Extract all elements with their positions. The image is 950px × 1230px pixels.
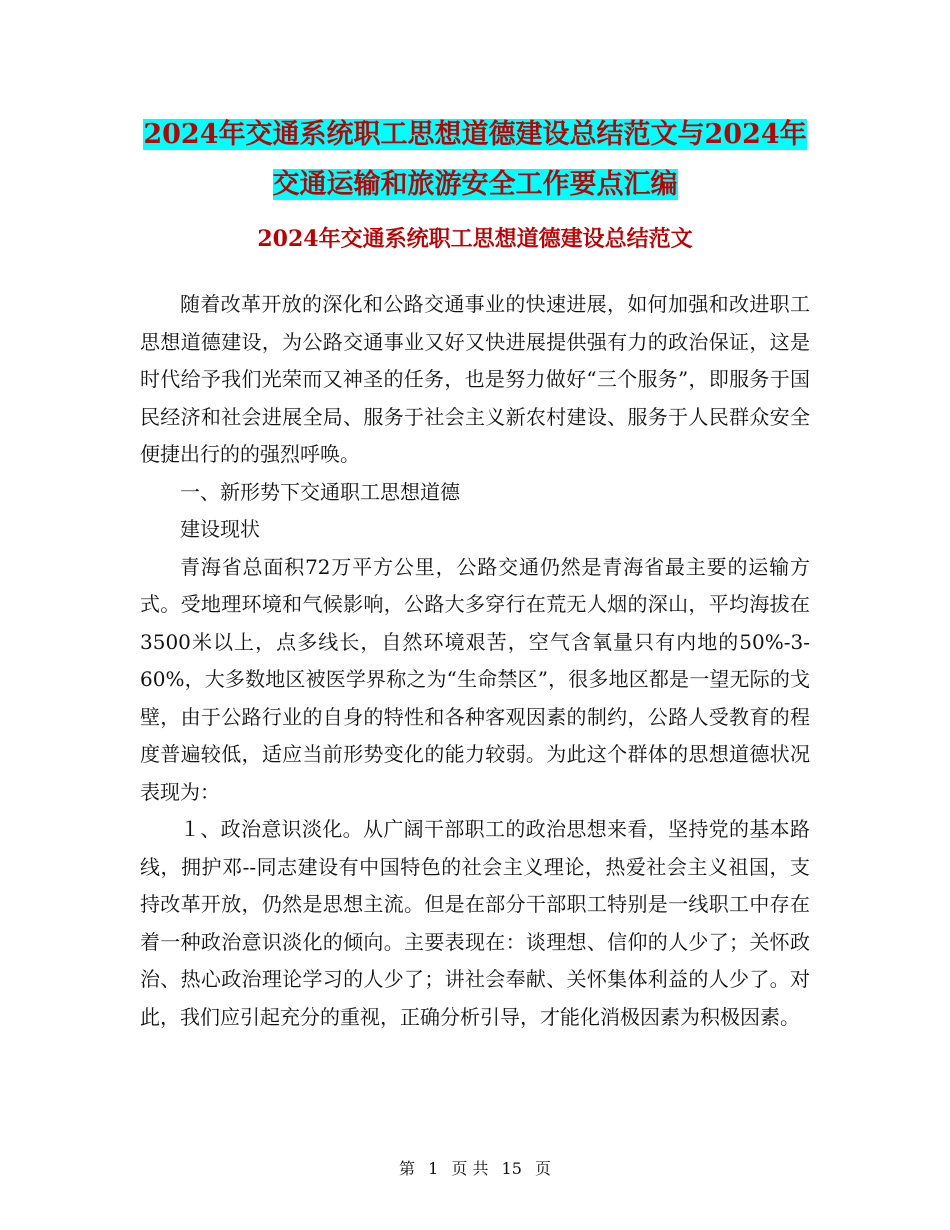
document-body [140,286,810,1036]
paragraph-political: １、政治意识淡化。从广阔干部职工的政治思想来看，坚持党的基本路线，拥护邓--同志建设有中国特色的社会主义理论，热爱社会主义祖国，支持改革开放，仍然是思想主流。但是在部分干部职工特别是一线职工中存在着一种政治意识淡化的倾向。主要表现在：谈理想、信仰的人少了；关怀政治、热心政治理论学习的人少了；讲社会奉献、关怀集体利益的人少了。对此，我们应引起充分的重视，正确分析引导，才能化消极因素为积极因素。 [140,817,810,1029]
footer-total-pages: 15 [501,1159,522,1178]
paragraph-heading-1-cont: 建设现状 [180,517,260,541]
paragraph-intro: 随着改革开放的深化和公路交通事业的快速进展，如何加强和改进职工思想道德建设，为公路交通事业又好又快进展提供强有力的政治保证，这是时代给予我们光荣而又神圣的任务，也是努力做好“三个服务”，即服务于国民经济和社会进展全局、服务于社会主义新农村建设、服务于人民群众安全便捷出行的的强烈呼唤。 [140,292,810,466]
title-line-2: 交通运输和旅游安全工作要点汇编 [272,169,678,200]
paragraph-heading-1: 一、新形势下交通职工思想道德 [180,479,460,504]
footer-prefix: 第 [398,1159,415,1178]
section-title: 2024年交通系统职工思想道德建设总结范文 [257,226,693,252]
footer-page-number: 1 [428,1159,439,1178]
footer-suffix: 页 [535,1159,552,1178]
document-title [140,110,810,210]
paragraph-qinghai: 青海省总面积72万平方公里，公路交通仍然是青海省最主要的运输方式。受地理环境和气候影响，公路大多穿行在荒无人烟的深山，平均海拔在3500米以上，点多线长，自然环境艰苦，空气含氧量只有内地的50%-3-60%，大多数地区被医学界称之为“生命禁区”，很多地区都是一望无际的戈壁，由于公路行业的自身的特性和各种客观因素的制约，公路人受教育的程度普遍较低，适应当前形势变化的能力较弱。为此这个群体的思想道德状况表现为： [140,554,810,804]
footer-middle: 页 共 [451,1159,489,1178]
title-line-1: 2024年交通系统职工思想道德建设总结范文与2024年 [143,119,807,150]
page-footer [0,1156,950,1179]
